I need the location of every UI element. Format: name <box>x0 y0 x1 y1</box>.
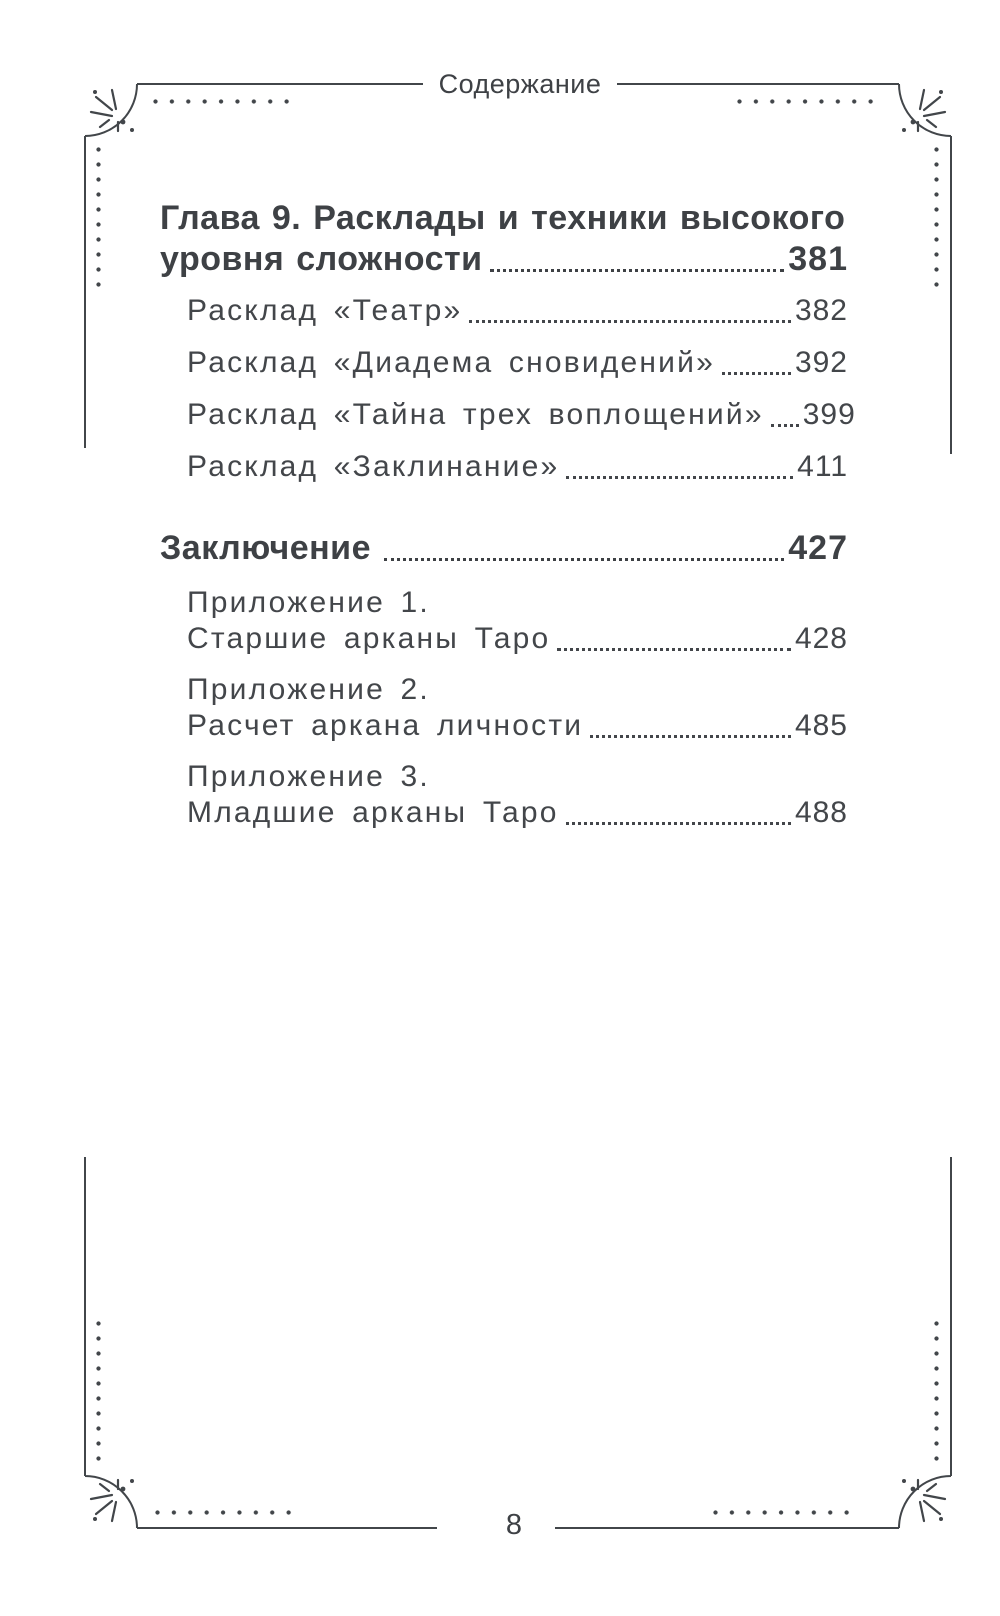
appendix-page-number: 485 <box>794 709 848 742</box>
corner-burst-top-right <box>902 90 945 132</box>
dot-leader <box>384 558 784 561</box>
toc-entry <box>160 293 848 329</box>
appendix-entry-line2 <box>160 795 848 831</box>
corner-burst-top-left <box>91 90 134 132</box>
corner-dots-top-right <box>736 98 877 105</box>
dot-leader <box>771 424 799 427</box>
dot-leader <box>722 372 791 375</box>
dot-leader <box>566 822 791 825</box>
appendix-entry-line1 <box>160 672 848 708</box>
chapter-title-text: уровня сложности <box>160 240 483 278</box>
conclusion-page-number: 427 <box>788 529 848 567</box>
appendix-entry-line1 <box>160 585 848 621</box>
corner-burst-bottom-left <box>91 1479 134 1521</box>
appendix-entry-line1 <box>160 759 848 795</box>
appendix-title: Старшие арканы Таро <box>187 622 551 655</box>
corner-dots-right-bottom <box>933 1320 940 1462</box>
dot-leader <box>490 269 785 272</box>
entry-title: Расклад «Заклинание» <box>187 450 560 483</box>
entry-page-number: 382 <box>794 294 848 327</box>
dot-leader <box>469 320 791 323</box>
appendix-label: Приложение 2. <box>187 673 430 706</box>
entry-title: Расклад «Театр» <box>187 294 463 327</box>
appendix-title: Расчет аркана личности <box>187 709 584 742</box>
appendix-label: Приложение 3. <box>187 760 430 793</box>
corner-dots-bottom-left <box>154 1509 295 1516</box>
entry-page-number: 392 <box>794 346 848 379</box>
appendix-page-number: 488 <box>794 796 848 829</box>
appendix-entry-line2 <box>160 621 848 657</box>
page-title: Содержание <box>438 69 602 99</box>
chapter-heading-line1 <box>160 198 848 238</box>
conclusion-entry <box>160 528 848 568</box>
appendix-label: Приложение 1. <box>187 586 430 619</box>
corner-dots-bottom-right <box>712 1509 853 1516</box>
dot-leader <box>557 648 791 651</box>
appendix-entry-line2 <box>160 708 848 744</box>
entry-page-number: 411 <box>797 450 848 483</box>
conclusion-title: Заключение <box>160 529 371 567</box>
appendix-page-number: 428 <box>794 622 848 655</box>
entry-title: Расклад «Тайна трех воплощений» <box>187 398 764 431</box>
corner-dots-left-bottom <box>95 1320 102 1462</box>
corner-burst-bottom-right <box>902 1479 945 1521</box>
toc-entry <box>160 397 856 433</box>
entry-title: Расклад «Диадема сновидений» <box>187 346 715 379</box>
appendix-title: Младшие арканы Таро <box>187 796 559 829</box>
corner-dots-top-left <box>152 98 293 105</box>
toc-entry <box>160 345 848 381</box>
toc-entry <box>160 449 848 485</box>
footer-page-number: 8 <box>505 1509 523 1541</box>
corner-dots-left-top <box>95 146 102 291</box>
dot-leader <box>566 476 793 479</box>
chapter-page-number: 381 <box>788 240 848 278</box>
corner-dots-right-top <box>933 146 940 291</box>
chapter-heading-line2 <box>160 239 848 279</box>
chapter-title-text: Глава 9. Расклады и техники высокого <box>160 199 846 237</box>
dot-leader <box>590 735 791 738</box>
entry-page-number: 399 <box>802 398 856 431</box>
